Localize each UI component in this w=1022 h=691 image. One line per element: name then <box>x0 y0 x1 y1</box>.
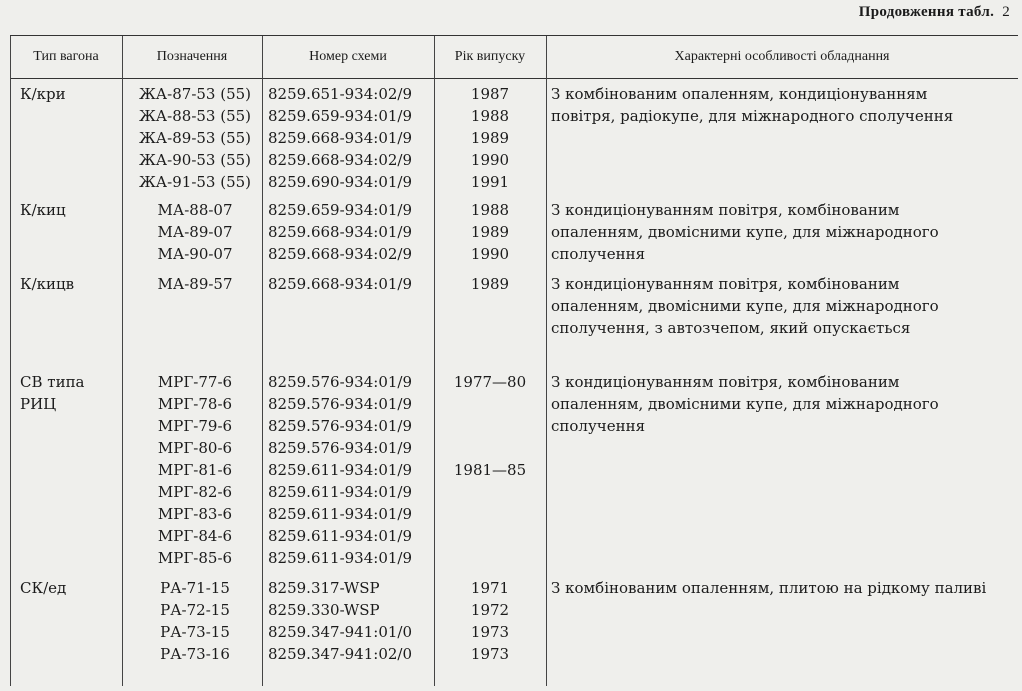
scheme-cell: 8259.317-WSP <box>268 579 380 597</box>
features-cell: З кондиціонуванням повітря, комбінованим опаленням, двомісними купе, для міжнародного сполучення <box>551 201 939 263</box>
scheme-cell: 8259.668-934:01/9 <box>268 223 413 241</box>
caption-text: Продовження табл. <box>858 4 995 20</box>
scheme-cell: 8259.611-934:01/9 <box>268 505 413 523</box>
scheme-cell: 8259.659-934:01/9 <box>268 201 413 219</box>
designation-cell: МРГ-84-6 <box>157 527 233 545</box>
designation-cell: ЖА-91-53 (55) <box>138 173 252 191</box>
table-caption <box>859 4 1010 21</box>
designation-cell: МРГ-79-6 <box>157 417 233 435</box>
scheme-cell: 8259.576-934:01/9 <box>268 373 413 391</box>
designation-cell: ЖА-87-53 (55) <box>138 85 252 103</box>
caption-number: 2 <box>1002 4 1010 20</box>
header-scheme: Номер схеми <box>309 49 387 64</box>
designation-cell: РА-72-15 <box>160 601 230 619</box>
wagon-type-line: РИЦ <box>20 395 57 413</box>
designation-cell: МА-89-07 <box>157 223 233 241</box>
designation-cell: ЖА-89-53 (55) <box>138 129 252 147</box>
scheme-cell: 8259.576-934:01/9 <box>268 439 413 457</box>
designation-cell: РА-71-15 <box>160 579 230 597</box>
header-year: Рік випуску <box>454 49 526 64</box>
wagon-type <box>20 273 130 295</box>
wagon-type-line: СВ типа <box>20 373 85 391</box>
designation-cell: МРГ-80-6 <box>157 439 233 457</box>
scheme-cell: 8259.576-934:01/9 <box>268 417 413 435</box>
wagon-type <box>20 83 130 105</box>
designation-cell: РА-73-15 <box>160 623 230 641</box>
scheme-cell: 8259.668-934:02/9 <box>268 245 413 263</box>
designation-cell: МРГ-81-6 <box>157 461 233 479</box>
designation-cell: МА-88-07 <box>157 201 233 219</box>
scheme-cell: 8259.347-941:01/0 <box>268 623 413 641</box>
year-cell: 1991 <box>470 173 510 191</box>
features-cell: З кондиціонуванням повітря, комбінованим опаленням, двомісними купе, для міжнародного сполучення, з автозчепом, який опускається <box>551 275 939 337</box>
year-cell: 1972 <box>470 601 510 619</box>
designation-cell: МРГ-83-6 <box>157 505 233 523</box>
scheme-cell: 8259.330-WSP <box>268 601 380 619</box>
year-cell: 1971 <box>470 579 510 597</box>
scheme-cell: 8259.668-934:01/9 <box>268 129 413 147</box>
designation-cell: МРГ-77-6 <box>157 373 233 391</box>
scheme-cell: 8259.611-934:01/9 <box>268 549 413 567</box>
year-cell: 1981—85 <box>453 461 527 479</box>
scheme-cell: 8259.659-934:01/9 <box>268 107 413 125</box>
designation-cell: МА-90-07 <box>157 245 233 263</box>
scheme-cell: 8259.576-934:01/9 <box>268 395 413 413</box>
scheme-cell: 8259.611-934:01/9 <box>268 461 413 479</box>
designation-cell: ЖА-88-53 (55) <box>138 107 252 125</box>
wagon-type-line: К/киц <box>20 201 66 219</box>
year-cell: 1989 <box>470 275 510 293</box>
designation-cell: МРГ-78-6 <box>157 395 233 413</box>
features-cell: З комбінованим опаленням, плитою на рідкому паливі <box>551 579 987 597</box>
header-features: Характерні особливості обладнання <box>674 49 890 64</box>
year-cell: 1977—80 <box>453 373 527 391</box>
scheme-cell: 8259.611-934:01/9 <box>268 527 413 545</box>
designation-cell: МРГ-85-6 <box>157 549 233 567</box>
header-designation: Позначення <box>156 49 228 64</box>
scheme-cell: 8259.668-934:01/9 <box>268 275 413 293</box>
scheme-cell: 8259.690-934:01/9 <box>268 173 413 191</box>
year-cell: 1973 <box>470 623 510 641</box>
table-body <box>10 79 1018 686</box>
wagon-type <box>20 371 130 415</box>
year-cell: 1973 <box>470 645 510 663</box>
scheme-cell: 8259.347-941:02/0 <box>268 645 413 663</box>
scheme-cell: 8259.651-934:02/9 <box>268 85 413 103</box>
year-cell: 1987 <box>470 85 510 103</box>
designation-cell: МРГ-82-6 <box>157 483 233 501</box>
designation-cell: МА-89-57 <box>157 275 233 293</box>
features-cell: З комбінованим опаленням, кондиціонуванням повітря, радіокупе, для міжнародного сполучення <box>551 85 954 125</box>
features-cell: З кондиціонуванням повітря, комбінованим опаленням, двомісними купе, для міжнародного сполучення <box>551 373 939 435</box>
wagon-type-line: СК/ед <box>20 579 67 597</box>
wagon-type <box>20 199 130 221</box>
designation-cell: РА-73-16 <box>160 645 230 663</box>
year-cell: 1990 <box>470 245 510 263</box>
year-cell: 1989 <box>470 223 510 241</box>
scheme-cell: 8259.668-934:02/9 <box>268 151 413 169</box>
wagon-type <box>20 577 130 599</box>
wagon-type-line: К/кицв <box>20 275 75 293</box>
table-header <box>10 36 1018 79</box>
year-cell: 1990 <box>470 151 510 169</box>
designation-cell: ЖА-90-53 (55) <box>138 151 252 169</box>
wagon-table <box>10 35 1018 686</box>
wagon-type-line: К/кри <box>20 85 66 103</box>
scheme-cell: 8259.611-934:01/9 <box>268 483 413 501</box>
header-type: Тип вагона <box>33 49 99 64</box>
year-cell: 1989 <box>470 129 510 147</box>
year-cell: 1988 <box>470 201 510 219</box>
year-cell: 1988 <box>470 107 510 125</box>
